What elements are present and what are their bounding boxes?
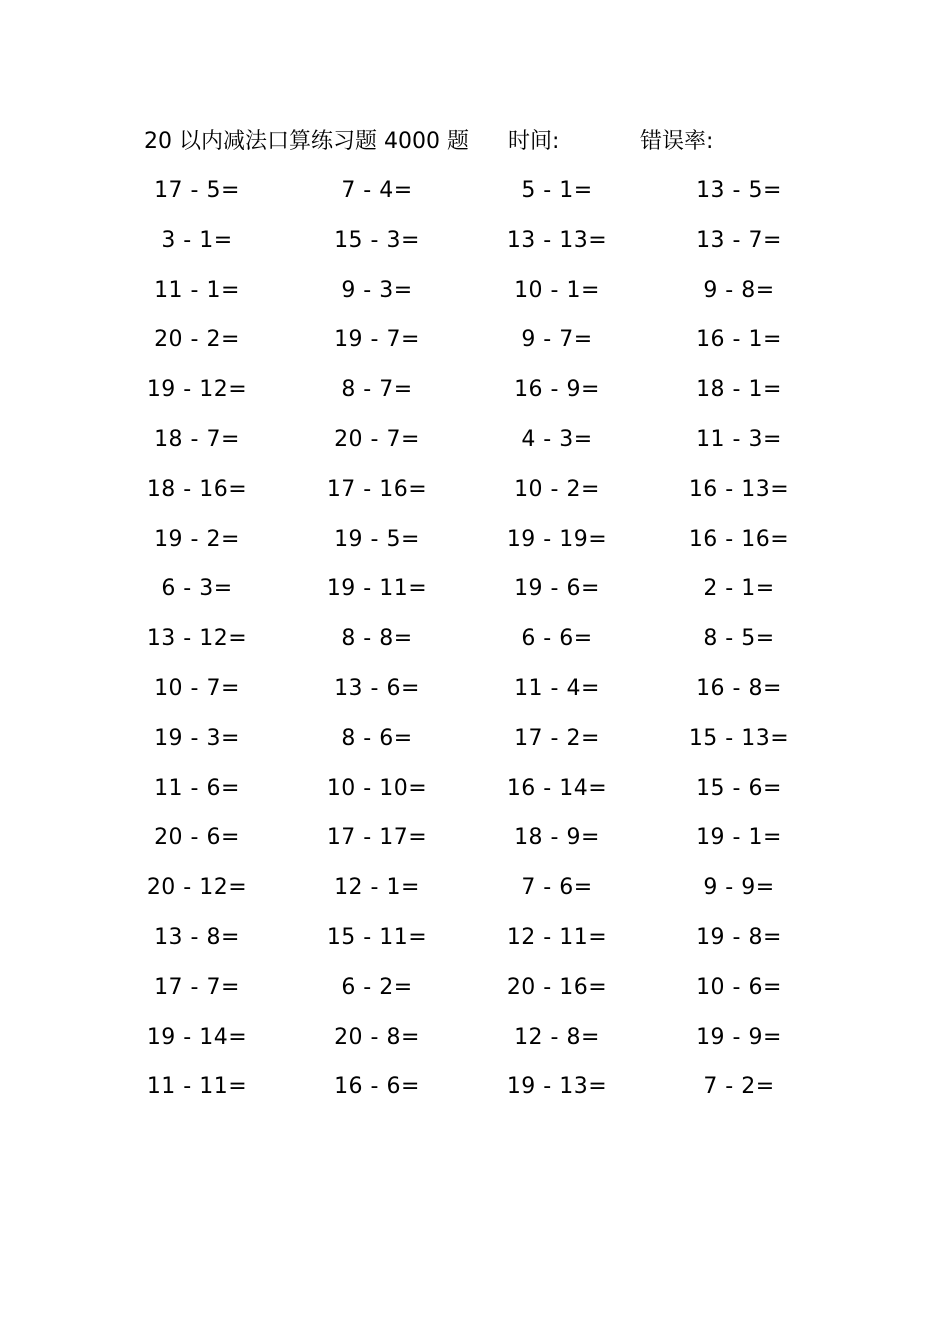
problem-item: 3 - 1= <box>161 227 233 253</box>
worksheet-title: 20 以内减法口算练习题 4000 题 <box>144 129 469 154</box>
problem-item: 19 - 6= <box>514 576 600 602</box>
problem-item: 20 - 12= <box>146 875 248 901</box>
problem-item: 11 - 11= <box>146 1074 248 1100</box>
problem-item: 18 - 7= <box>154 426 240 452</box>
problem-item: 19 - 2= <box>154 526 240 552</box>
problem-item: 19 - 13= <box>506 1074 608 1100</box>
problem-item: 16 - 1= <box>696 327 782 353</box>
problem-item: 17 - 2= <box>514 725 600 751</box>
problem-row <box>138 821 798 871</box>
problem-item: 19 - 7= <box>334 327 420 353</box>
time-label: 时间: <box>508 129 560 154</box>
problem-item: 15 - 3= <box>334 227 420 253</box>
problem-row <box>138 523 798 573</box>
problem-item: 8 - 5= <box>703 626 775 652</box>
problem-row <box>138 971 798 1021</box>
problem-item: 20 - 8= <box>334 1024 420 1050</box>
problem-row <box>138 1070 798 1120</box>
problem-item: 19 - 5= <box>334 526 420 552</box>
problem-row <box>138 722 798 772</box>
problem-item: 16 - 6= <box>334 1074 420 1100</box>
problem-row <box>138 622 798 672</box>
problem-item: 15 - 6= <box>696 775 782 801</box>
problem-item: 6 - 6= <box>521 626 593 652</box>
problem-item: 16 - 13= <box>688 476 790 502</box>
problem-row <box>138 672 798 722</box>
problem-grid <box>138 174 798 1120</box>
problem-item: 18 - 1= <box>696 377 782 403</box>
problem-item: 20 - 2= <box>154 327 240 353</box>
problem-item: 8 - 8= <box>341 626 413 652</box>
problem-item: 13 - 7= <box>696 227 782 253</box>
problem-item: 17 - 16= <box>326 476 428 502</box>
problem-item: 6 - 3= <box>161 576 233 602</box>
problem-item: 10 - 2= <box>514 476 600 502</box>
problem-item: 12 - 11= <box>506 924 608 950</box>
problem-item: 19 - 3= <box>154 725 240 751</box>
problem-item: 20 - 16= <box>506 974 608 1000</box>
problem-item: 11 - 3= <box>696 426 782 452</box>
problem-item: 13 - 12= <box>146 626 248 652</box>
problem-item: 6 - 2= <box>341 974 413 1000</box>
problem-row <box>138 274 798 324</box>
problem-item: 19 - 14= <box>146 1024 248 1050</box>
problem-row <box>138 871 798 921</box>
problem-item: 19 - 11= <box>326 576 428 602</box>
problem-row <box>138 921 798 971</box>
problem-item: 20 - 7= <box>334 426 420 452</box>
problem-item: 11 - 1= <box>154 277 240 303</box>
problem-item: 9 - 7= <box>521 327 593 353</box>
problem-row <box>138 174 798 224</box>
problem-item: 13 - 5= <box>696 178 782 203</box>
problem-item: 15 - 13= <box>688 725 790 751</box>
problem-item: 20 - 6= <box>154 825 240 851</box>
problem-item: 12 - 8= <box>514 1024 600 1050</box>
problem-item: 11 - 6= <box>154 775 240 801</box>
problem-item: 15 - 11= <box>326 924 428 950</box>
problem-row <box>138 473 798 523</box>
problem-item: 16 - 16= <box>688 526 790 552</box>
problem-item: 19 - 9= <box>696 1024 782 1050</box>
problem-item: 9 - 9= <box>703 875 775 901</box>
problem-row <box>138 224 798 274</box>
problem-row <box>138 423 798 473</box>
problem-item: 4 - 3= <box>521 426 593 452</box>
problem-row <box>138 1021 798 1071</box>
problem-item: 12 - 1= <box>334 875 420 901</box>
problem-row <box>138 373 798 423</box>
problem-item: 17 - 5= <box>154 178 240 203</box>
problem-item: 7 - 2= <box>703 1074 775 1100</box>
problem-item: 2 - 1= <box>703 576 775 602</box>
problem-row <box>138 572 798 622</box>
problem-item: 10 - 10= <box>326 775 428 801</box>
problem-item: 11 - 4= <box>514 675 600 701</box>
error-rate-label: 错误率: <box>640 129 714 154</box>
problem-item: 13 - 6= <box>334 675 420 701</box>
worksheet-header <box>144 126 804 158</box>
problem-item: 9 - 3= <box>341 277 413 303</box>
problem-item: 5 - 1= <box>521 178 593 203</box>
problem-item: 19 - 19= <box>506 526 608 552</box>
problem-row <box>138 772 798 822</box>
problem-item: 17 - 7= <box>154 974 240 1000</box>
problem-row <box>138 323 798 373</box>
problem-item: 9 - 8= <box>703 277 775 303</box>
problem-item: 7 - 6= <box>521 875 593 901</box>
problem-item: 16 - 9= <box>514 377 600 403</box>
problem-item: 10 - 1= <box>514 277 600 303</box>
problem-item: 16 - 8= <box>696 675 782 701</box>
problem-item: 8 - 7= <box>341 377 413 403</box>
problem-item: 17 - 17= <box>326 825 428 851</box>
problem-item: 16 - 14= <box>506 775 608 801</box>
problem-item: 7 - 4= <box>341 178 413 203</box>
problem-item: 19 - 12= <box>146 377 248 403</box>
problem-item: 13 - 13= <box>506 227 608 253</box>
problem-item: 10 - 7= <box>154 675 240 701</box>
problem-item: 13 - 8= <box>154 924 240 950</box>
problem-item: 18 - 9= <box>514 825 600 851</box>
problem-item: 19 - 1= <box>696 825 782 851</box>
problem-item: 8 - 6= <box>341 725 413 751</box>
problem-item: 10 - 6= <box>696 974 782 1000</box>
problem-item: 18 - 16= <box>146 476 248 502</box>
problem-item: 19 - 8= <box>696 924 782 950</box>
